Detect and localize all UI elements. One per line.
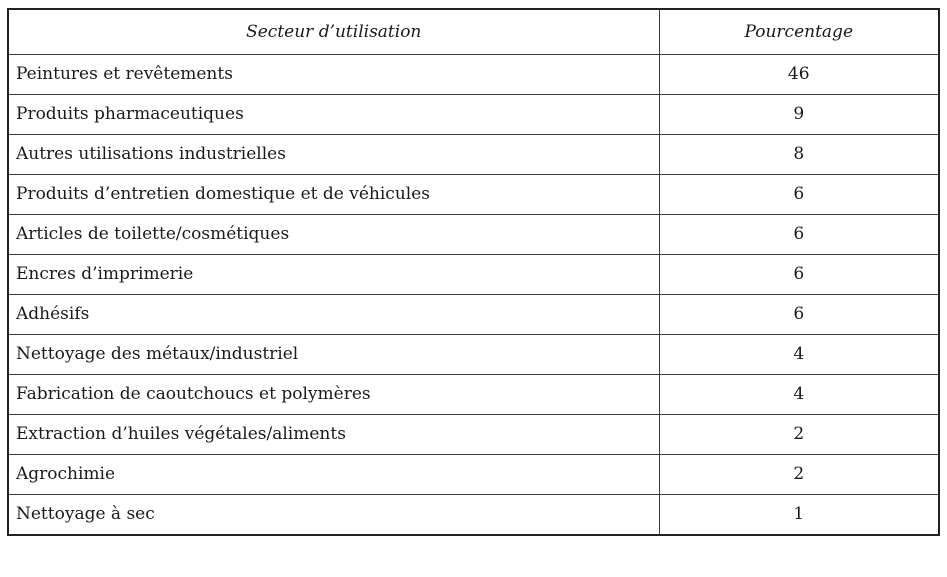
sector-cell: Peintures et revêtements xyxy=(8,55,659,95)
percentage-cell: 6 xyxy=(659,175,939,215)
table-row xyxy=(8,495,939,536)
percentage-column-header: Pourcentage xyxy=(659,9,939,55)
percentage-cell: 2 xyxy=(659,455,939,495)
table-row xyxy=(8,295,939,335)
table-row xyxy=(8,135,939,175)
table-row xyxy=(8,415,939,455)
sector-cell: Nettoyage des métaux/industriel xyxy=(8,335,659,375)
table-header xyxy=(8,9,939,55)
sector-cell: Articles de toilette/cosmétiques xyxy=(8,215,659,255)
table-row xyxy=(8,55,939,95)
percentage-cell: 4 xyxy=(659,375,939,415)
sector-cell: Autres utilisations industrielles xyxy=(8,135,659,175)
percentage-cell: 9 xyxy=(659,95,939,135)
percentage-cell: 8 xyxy=(659,135,939,175)
percentage-cell: 46 xyxy=(659,55,939,95)
table-row xyxy=(8,215,939,255)
sector-cell: Produits pharmaceutiques xyxy=(8,95,659,135)
table-row xyxy=(8,95,939,135)
table-row xyxy=(8,375,939,415)
table-row xyxy=(8,335,939,375)
percentage-cell: 4 xyxy=(659,335,939,375)
percentage-cell: 6 xyxy=(659,215,939,255)
sector-column-header: Secteur d’utilisation xyxy=(8,9,659,55)
sector-cell: Produits d’entretien domestique et de véhicules xyxy=(8,175,659,215)
usage-table xyxy=(7,8,940,536)
table-row xyxy=(8,255,939,295)
percentage-cell: 6 xyxy=(659,255,939,295)
sector-cell: Adhésifs xyxy=(8,295,659,335)
sector-cell: Fabrication de caoutchoucs et polymères xyxy=(8,375,659,415)
percentage-cell: 6 xyxy=(659,295,939,335)
header-row xyxy=(8,9,939,55)
sector-cell: Encres d’imprimerie xyxy=(8,255,659,295)
sector-cell: Nettoyage à sec xyxy=(8,495,659,536)
table-row xyxy=(8,455,939,495)
percentage-cell: 1 xyxy=(659,495,939,536)
table-row xyxy=(8,175,939,215)
table-body xyxy=(8,55,939,536)
sector-cell: Extraction d’huiles végétales/aliments xyxy=(8,415,659,455)
percentage-cell: 2 xyxy=(659,415,939,455)
sector-cell: Agrochimie xyxy=(8,455,659,495)
